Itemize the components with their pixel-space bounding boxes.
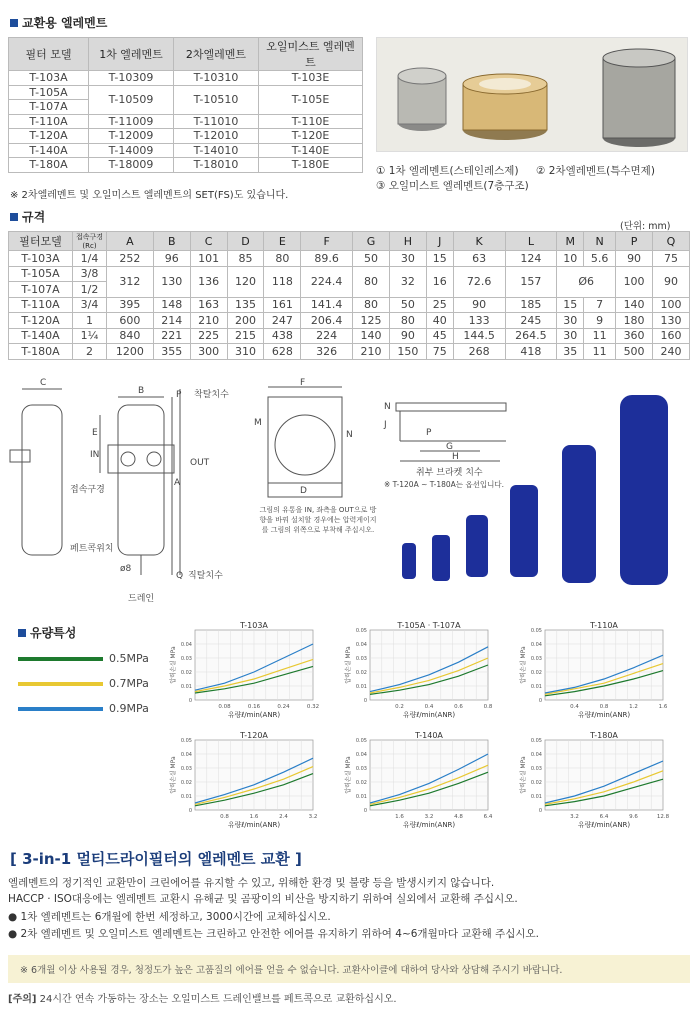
label-mount: 착탈치수 xyxy=(194,390,229,400)
th-1st: 1차 엘레멘트 xyxy=(89,38,174,71)
y-tick-label: 0.01 xyxy=(180,794,192,800)
chart-title: T-110A xyxy=(590,621,618,630)
y-tick-label: 0.03 xyxy=(355,766,367,772)
x-tick-label: 1.6 xyxy=(249,814,259,820)
legend-09: 0.9MPa xyxy=(18,702,149,715)
table-row: T-110A T-11009 T-11010 T-110E xyxy=(9,114,363,129)
dim-n: N xyxy=(384,402,391,412)
x-tick-label: 6.4 xyxy=(599,814,609,820)
dim-f: H xyxy=(452,452,459,462)
y-tick-label: 0.01 xyxy=(355,684,367,690)
dim-m: P xyxy=(426,428,432,438)
element-table xyxy=(8,37,363,173)
x-tick-label: 0.8 xyxy=(599,704,609,710)
label-port: 접속구경 xyxy=(70,485,105,495)
dim-d: F xyxy=(300,378,306,388)
replacement-title: [ 3-in-1 멀티드라이필터의 엘레멘트 교환 ] xyxy=(10,850,302,868)
x-tick-label: 3.2 xyxy=(308,814,318,820)
para-1: 엘레멘트의 정기적인 교환만이 크린에어를 유지할 수 있고, 위해한 환경 및 불량 등을 발생시키지 않습니다. xyxy=(8,877,495,889)
x-tick-label: 2.4 xyxy=(279,814,288,820)
label-out: OUT xyxy=(190,458,210,468)
y-tick-label: 0 xyxy=(538,808,542,814)
chart-title: T-120A xyxy=(240,731,268,740)
y-tick-label: 0.05 xyxy=(355,738,367,744)
table-row: T-103A T-10309 T-10310 T-103E xyxy=(9,71,363,86)
y-tick-label: 0.05 xyxy=(355,628,367,634)
label-phi: ø8 xyxy=(120,564,132,574)
y-tick-label: 0.05 xyxy=(180,738,192,744)
x-tick-label: 12.8 xyxy=(656,814,670,820)
product-lineup xyxy=(402,395,668,585)
x-axis-label: 유량ℓ/min(ANR) xyxy=(227,711,281,719)
y-axis-label: 압력손실 MPa xyxy=(345,646,352,684)
footer-note: [주의] 24시간 연속 가동하는 장소는 오일미스트 드레인밸브를 페트콕으로 교환하십시오. xyxy=(8,994,397,1005)
element-illustration xyxy=(377,38,689,153)
dim-h: J xyxy=(384,420,387,430)
table-row: T-107A 1/2 xyxy=(9,282,690,298)
th-2nd: 2차엘레멘트 xyxy=(174,38,259,71)
label-mountdim: 직탈치수 xyxy=(188,571,223,581)
y-tick-label: 0.04 xyxy=(530,642,542,648)
section-title-specs: 규격 xyxy=(10,208,45,225)
table-row: T-107A xyxy=(9,100,363,115)
flow-charts xyxy=(0,618,699,840)
chart-title: T-103A xyxy=(240,621,268,630)
y-tick-label: 0.05 xyxy=(530,738,542,744)
x-tick-label: 0.8 xyxy=(220,814,229,820)
th-oil: 오일미스트 엘레멘트 xyxy=(259,38,363,71)
y-axis-label: 압력손실 MPa xyxy=(345,756,352,794)
gauge-icon xyxy=(121,452,135,466)
y-tick-label: 0 xyxy=(188,808,192,814)
x-axis-label: 유량ℓ/min(ANR) xyxy=(402,711,456,719)
dim-a: A xyxy=(174,478,181,488)
x-tick-label: 0.4 xyxy=(570,704,579,710)
x-tick-label: 0.16 xyxy=(247,704,261,710)
x-tick-label: 1.6 xyxy=(658,704,668,710)
y-tick-label: 0.01 xyxy=(180,684,192,690)
x-tick-label: 0.6 xyxy=(454,704,463,710)
dim-g: G xyxy=(446,442,453,452)
dim-c: C xyxy=(40,378,47,388)
section-title-flow: 유량특성 xyxy=(18,624,76,641)
bullet-1: ● 1차 엘레멘트는 6개월에 한번 세정하고, 3000시간에 교체하십시오. xyxy=(8,911,331,923)
y-tick-label: 0.01 xyxy=(355,794,367,800)
dim-b: B xyxy=(138,386,145,396)
label-drain: 드레인 xyxy=(128,594,155,604)
y-tick-label: 0.02 xyxy=(530,780,542,786)
y-tick-label: 0.04 xyxy=(530,752,542,758)
label-bracket-note: ※ T-120A ~ T-180A는 옵션입니다. xyxy=(384,480,505,489)
caution-box: ※ 6개월 이상 사용될 경우, 청정도가 높은 고품질의 에어를 얻을 수 없습니다. 교환사이클에 대하여 당사와 상담해 주시기 바랍니다. xyxy=(8,955,690,983)
y-tick-label: 0.03 xyxy=(530,766,542,772)
table-row: T-110A 3/4 395 148 163 135 161 141.4 80 50 25 90 185 15 7 140 100 xyxy=(9,297,690,313)
y-tick-label: 0 xyxy=(538,698,542,704)
y-tick-label: 0.04 xyxy=(180,642,192,648)
dim-p: P xyxy=(176,390,182,400)
para-2: HACCP · ISO대응에는 엘레멘트 교환시 유해균 및 곰팡이의 비산을 방지하기 위하여 실외에서 교환해 주십시오. xyxy=(8,893,518,905)
table-row: T-180A T-18009 T-18010 T-180E xyxy=(9,158,363,173)
chart-title: T-105A · T-107A xyxy=(397,621,461,630)
table-row: T-105A T-10509 T-10510 T-105E xyxy=(9,85,363,100)
x-axis-label: 유량ℓ/min(ANR) xyxy=(577,821,631,829)
legend-05: 0.5MPa xyxy=(18,652,149,665)
dim-k: M xyxy=(254,418,262,428)
x-tick-label: 0.4 xyxy=(424,704,434,710)
dim-l: N xyxy=(346,430,353,440)
x-tick-label: 1.6 xyxy=(395,814,404,820)
photo-caption-2: ② 2차엘레멘트(특수면제) xyxy=(536,165,655,177)
y-tick-label: 0.02 xyxy=(355,670,367,676)
x-tick-label: 4.8 xyxy=(454,814,463,820)
x-tick-label: 0.08 xyxy=(218,704,231,710)
chart-title: T-180A xyxy=(590,731,618,740)
y-tick-label: 0.02 xyxy=(180,670,192,676)
y-tick-label: 0.05 xyxy=(530,628,542,634)
table-row: T-120A 1 600 214 210 200 247 206.4 125 80 40 133 245 30 9 180 130 xyxy=(9,313,690,329)
unit-label: (단위: mm) xyxy=(620,221,671,232)
y-axis-label: 압력손실 MPa xyxy=(170,646,177,684)
y-tick-label: 0.03 xyxy=(355,656,367,662)
y-axis-label: 압력손실 MPa xyxy=(520,756,527,794)
table-row: T-120A T-12009 T-12010 T-120E xyxy=(9,129,363,144)
dim-q: Q xyxy=(176,571,184,581)
x-tick-label: 0.8 xyxy=(483,704,493,710)
y-tick-label: 0.04 xyxy=(180,752,192,758)
photo-caption-3: ③ 오일미스트 엘레멘트(7층구조) xyxy=(376,180,529,192)
bullet-2: ● 2차 엘레멘트 및 오일미스트 엘레멘트는 크린하고 안전한 에어를 유지하기 위하여 4~6개월마다 교환해 주십시오. xyxy=(8,928,540,940)
element-photo xyxy=(376,37,688,152)
y-tick-label: 0.01 xyxy=(530,794,542,800)
y-tick-label: 0 xyxy=(188,698,192,704)
table-row: T-180A 2 1200 355 300 310 628 326 210 150 75 268 418 35 11 500 240 xyxy=(9,344,690,360)
gauge-icon xyxy=(147,452,161,466)
x-axis-label: 유량ℓ/min(ANR) xyxy=(227,821,281,829)
y-tick-label: 0.04 xyxy=(355,642,367,648)
x-tick-label: 3.2 xyxy=(570,814,579,820)
x-tick-label: 6.4 xyxy=(483,814,493,820)
x-axis-label: 유량ℓ/min(ANR) xyxy=(402,821,456,829)
table-row: T-105A 3/8 312 130 136 120 118 224.4 80 32 16 72.6 157 Ø6 100 90 xyxy=(9,266,690,282)
table-row: T-140A T-14009 T-14010 T-140E xyxy=(9,143,363,158)
x-tick-label: 3.2 xyxy=(424,814,434,820)
y-tick-label: 0.02 xyxy=(530,670,542,676)
y-tick-label: 0 xyxy=(363,698,367,704)
set-note: ※ 2차엘레멘트 및 오일미스트 엘레멘트의 SET(FS)도 있습니다. xyxy=(10,190,289,201)
x-tick-label: 9.6 xyxy=(629,814,638,820)
y-tick-label: 0.04 xyxy=(355,752,367,758)
y-tick-label: 0.02 xyxy=(180,780,192,786)
x-tick-label: 0.24 xyxy=(277,704,290,710)
x-axis-label: 유량ℓ/min(ANR) xyxy=(577,711,631,719)
y-axis-label: 압력손실 MPa xyxy=(170,756,177,794)
dimension-diagram xyxy=(0,375,699,615)
x-tick-label: 0.2 xyxy=(395,704,404,710)
y-tick-label: 0.02 xyxy=(355,780,367,786)
flow-direction-note: 그림의 유통을 IN, 좌측을 OUT으로 방향을 바꿔 설치할 경우에는 압력게이지를 그림의 위쪽으로 부착해 주십시오. xyxy=(259,506,377,534)
table-row: T-140A 1¼ 840 221 225 215 438 224 140 90 45 144.5 264.5 30 11 360 160 xyxy=(9,328,690,344)
section-title-elements: 교환용 엘레멘트 xyxy=(10,14,107,31)
y-tick-label: 0.03 xyxy=(180,766,192,772)
label-bracket: 취부 브라켓 치수 xyxy=(416,468,483,478)
x-tick-label: 1.2 xyxy=(629,704,638,710)
y-tick-label: 0.03 xyxy=(530,656,542,662)
legend-07: 0.7MPa xyxy=(18,677,149,690)
y-tick-label: 0.01 xyxy=(530,684,542,690)
x-tick-label: 0.32 xyxy=(306,704,320,710)
label-in: IN xyxy=(90,450,100,460)
dim-b2: D xyxy=(300,486,307,496)
label-float: 페트콕위치 xyxy=(70,544,114,554)
y-axis-label: 압력손실 MPa xyxy=(520,646,527,684)
y-tick-label: 0 xyxy=(363,808,367,814)
table-row: T-103A 1/4 252 96 101 85 80 89.6 50 30 15 63 124 10 5.6 90 75 xyxy=(9,251,690,267)
y-tick-label: 0.03 xyxy=(180,656,192,662)
chart-title: T-140A xyxy=(415,731,443,740)
spec-table: 필터모델 접속구경(Rc) A B C D E F G H J K L M N P Q T-103A 1/4 252 96 101 85 80 89.6 50 30 15 63 124 10 5.6 90 75 T-105A 3/8 312 130 136 120 118 224.4 80 32 16 72.6 157 Ø6 100 90 T-107A 1/2 T-110A 3/4 395 148 163 135 161 141.4 80 50 25 90 185 15 7 140 100 T-120A 1 600 214 210 200 247 206.4 125 80 40 133 245 30 9 180 130 T-140A 1¼ 840 221 225 215 438 224 140 90 45 144.5 264.5 30 11 360 160 T-180A 2 1200 355 300 310 628 326 210 150 75 268 418 35 11 500 240 xyxy=(8,231,690,360)
th-model: 필터 모델 xyxy=(9,38,89,71)
photo-caption-1: ① 1차 엘레멘트(스테인레스제) xyxy=(376,165,519,177)
dim-e: E xyxy=(92,428,98,438)
